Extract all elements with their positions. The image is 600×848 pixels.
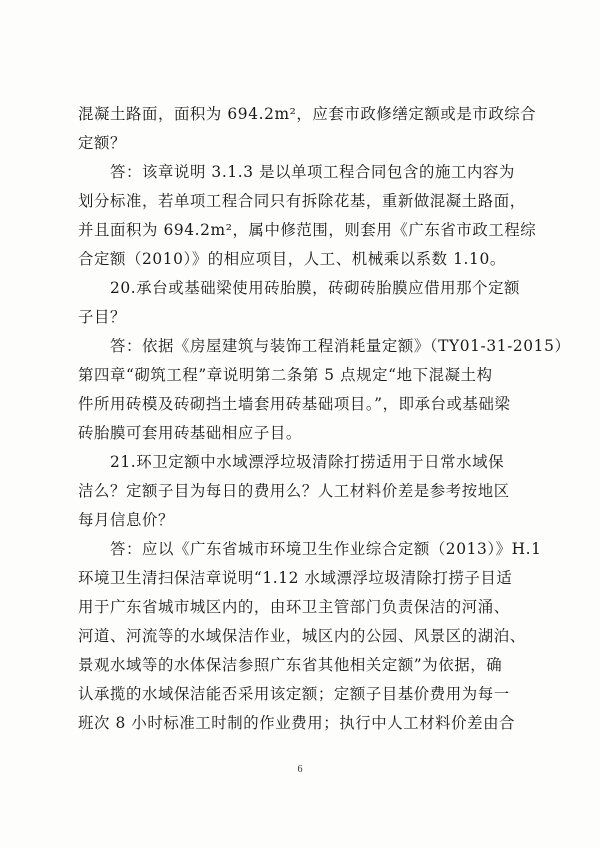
text-line: 子目？ bbox=[78, 308, 126, 326]
text-line: 每月信息价？ bbox=[78, 511, 174, 529]
body-text bbox=[78, 100, 571, 738]
answer-paragraph-start: 答：该章说明 3.1.3 是以单项工程合同包含的施工内容为 bbox=[110, 163, 515, 181]
text-line: 河道、河流等的水域保洁作业，城区内的公园、风景区的湖泊、 bbox=[78, 627, 526, 645]
text-line: 环境卫生清扫保洁章说明“1.12 水域漂浮垃圾清除打捞子目适 bbox=[78, 569, 513, 587]
text-line: 班次 8 小时标准工时制的作业费用；执行中人工材料价差由合 bbox=[78, 714, 516, 732]
text-line: 用于广东省城市城区内的，由环卫主管部门负责保洁的河涌、 bbox=[78, 598, 510, 616]
text-line: 砖胎膜可套用砖基础相应子目。 bbox=[78, 424, 302, 442]
text-line: 第四章“砌筑工程”章说明第二条第 5 点规定“地下混凝土构 bbox=[78, 366, 493, 384]
text-line: 混凝土路面，面积为 694.2m²，应套市政修缮定额或是市政综合 bbox=[78, 105, 537, 123]
text-line: 景观水域等的水体保洁参照广东省其他相关定额”为依据，确 bbox=[78, 656, 503, 674]
text-line: 定额？ bbox=[78, 134, 126, 152]
question-21: 21.环卫定额中水域漂浮垃圾清除打捞适用于日常水域保 bbox=[110, 453, 505, 471]
answer-paragraph-start: 答：依据《房屋建筑与装饰工程消耗量定额》（TY01-31-2015） bbox=[110, 337, 571, 355]
text-line: 认承揽的水域保洁能否采用该定额；定额子目基价费用为每一 bbox=[78, 685, 510, 703]
text-line: 划分标准，若单项工程合同只有拆除花基，重新做混凝土路面， bbox=[78, 192, 526, 210]
answer-paragraph-start: 答：应以《广东省城市环境卫生作业综合定额（2013）》H.1 bbox=[110, 540, 542, 558]
question-20: 20.承台或基础梁使用砖胎膜，砖砌砖胎膜应借用那个定额 bbox=[110, 279, 521, 297]
text-line: 件所用砖模及砖砌挡土墙套用砖基础项目。”，即承台或基础梁 bbox=[78, 395, 511, 413]
text-line: 洁么？定额子目为每日的费用么？人工材料价差是参考按地区 bbox=[78, 482, 510, 500]
page-number: 6 bbox=[297, 764, 303, 775]
text-line: 并且面积为 694.2m²，属中修范围，则套用《广东省市政工程综 bbox=[78, 221, 537, 239]
text-line: 合定额（2010）》的相应项目，人工、机械乘以系数 1.10。 bbox=[78, 250, 506, 268]
